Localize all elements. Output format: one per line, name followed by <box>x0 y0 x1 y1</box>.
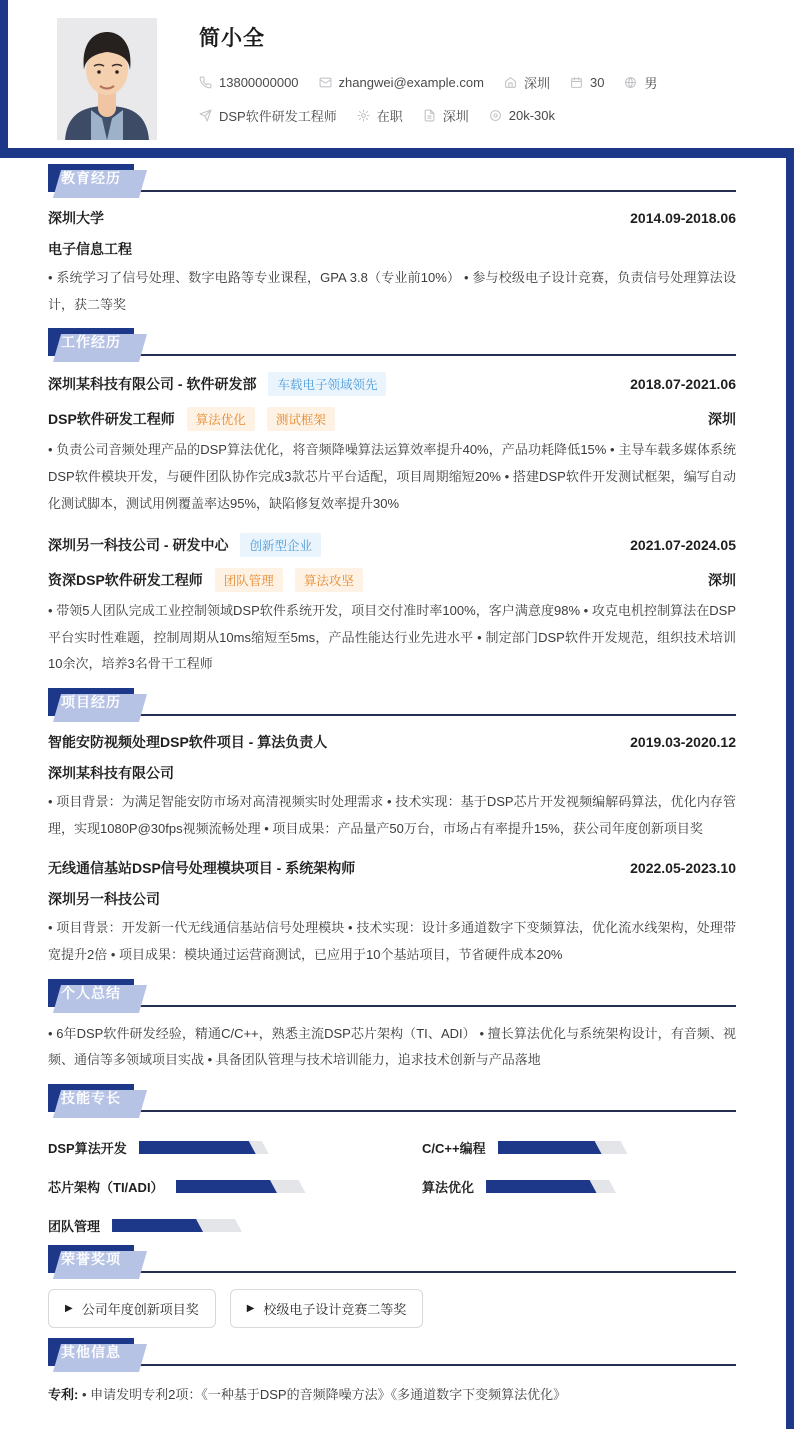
skill-item <box>48 1216 362 1235</box>
contact-email-text: zhangwei@example.com <box>338 75 484 90</box>
role-tag: 算法优化 <box>187 407 255 431</box>
project-entry <box>48 858 736 968</box>
resume-header <box>0 0 794 148</box>
education-date: 2014.09-2018.06 <box>630 210 736 226</box>
skills-grid <box>48 1118 736 1235</box>
education-entry <box>48 208 736 228</box>
role-tag: 算法攻坚 <box>295 568 363 592</box>
project-name: 无线通信基站DSP信号处理模块项目 - 系统架构师 <box>48 860 356 877</box>
patent-text: • 申请发明专利2项：《一种基于DSP的音频降噪方法》《多通道数字下变频算法优化》 <box>81 1386 567 1402</box>
section-header-education <box>48 168 736 192</box>
work-location: 深圳 <box>708 572 736 589</box>
project-name: 智能安防视频处理DSP软件项目 - 算法负责人 <box>48 734 328 751</box>
project-desc: • 项目背景：为满足智能安防市场对高清视频实时处理需求 • 技术实现：基于DSP芯片开发视频编解码算法，优化内存管理，实现1080P@30fps视频流畅处理 • 项目成果：产品量产50万台，市场占有率提升15%，获公司年度创新项目奖 <box>48 794 736 836</box>
resume-body <box>0 148 794 1429</box>
work-desc: • 负责公司音频处理产品的DSP算法优化，将音频降噪算法运算效率提升40%，产品功耗降低15% • 主导车载多媒体系统DSP软件模块开发，与硬件团队协作完成3款芯片平台适配，项目周期缩短20% • 搭建DSP软件开发测试框架，编写自动化测试脚本，测试用例覆盖率达95%，缺陷修复效率提升30% <box>48 442 736 511</box>
contact-gender-text: 男 <box>644 76 658 91</box>
mail-icon <box>319 76 332 89</box>
skill-bar <box>176 1180 306 1193</box>
globe-icon <box>624 76 637 89</box>
section-title-skills: 技能专长 <box>48 1084 134 1112</box>
honor-label: 校级电子设计竞赛二等奖 <box>263 1301 407 1317</box>
patent-label: 专利: <box>48 1386 79 1402</box>
company-tag: 创新型企业 <box>240 533 321 557</box>
honor-label: 公司年度创新项目奖 <box>81 1301 199 1317</box>
contact-row-2 <box>199 106 677 125</box>
section-header-skills <box>48 1088 736 1112</box>
job-title: DSP软件研发工程师 <box>48 411 175 428</box>
summary-desc: • 6年DSP软件研发经验，精通C/C++，熟悉主流DSP芯片架构（TI、ADI） • 擅长算法优化与系统架构设计，有音频、视频、通信等多领域项目实战 • 具备团队管理与技术培训能力，追求技术创新与产品落地 <box>48 1025 736 1068</box>
section-title-work: 工作经历 <box>48 328 134 356</box>
job-status <box>357 106 403 125</box>
skill-item <box>422 1138 736 1157</box>
skill-label: 芯片架构（TI/ADI） <box>48 1179 164 1195</box>
contact-age <box>570 75 604 90</box>
contact-gender <box>624 73 657 92</box>
gear-icon <box>357 109 370 122</box>
calendar-icon <box>570 76 583 89</box>
contact-email <box>319 75 484 90</box>
header-info <box>199 18 677 148</box>
skill-bar <box>498 1141 628 1154</box>
job-title: 资深DSP软件研发工程师 <box>48 572 203 589</box>
contact-city <box>504 73 550 92</box>
play-icon: ▶ <box>65 1302 73 1314</box>
work-desc: • 带领5人团队完成工业控制领域DSP软件系统开发，项目交付准时率100%，客户满意度98% • 攻克电机控制算法在DSP平台实时性难题，控制周期从10ms缩短至5ms，产品性能达行业先进水平 • 制定部门DSP软件开发规范，组织技术培训10余次，培养3名骨干工程师 <box>48 603 736 672</box>
honor-badge[interactable] <box>48 1289 216 1328</box>
project-company: 深圳某科技有限公司 <box>48 765 174 782</box>
role-tag: 团队管理 <box>215 568 283 592</box>
section-title-projects: 项目经历 <box>48 688 134 716</box>
project-company: 深圳另一科技公司 <box>48 891 160 908</box>
send-icon <box>199 109 212 122</box>
home-icon <box>504 76 517 89</box>
contact-phone <box>199 75 299 90</box>
skill-bar <box>112 1219 242 1232</box>
play-icon: ▶ <box>246 1302 255 1314</box>
project-date: 2019.03-2020.12 <box>630 734 736 751</box>
work-entry <box>48 533 736 678</box>
company-tag: 车载电子领域领先 <box>268 372 386 396</box>
contact-phone-text: 13800000000 <box>219 75 299 90</box>
company-name: 深圳另一科技公司 - 研发中心 <box>48 537 229 554</box>
role-tag: 测试框架 <box>267 407 335 431</box>
contact-age-text: 30 <box>589 75 605 90</box>
major-name: 电子信息工程 <box>48 241 132 257</box>
target-position <box>199 106 337 125</box>
section-title-honors: 荣誉奖项 <box>48 1245 134 1273</box>
skill-label: 团队管理 <box>48 1218 101 1234</box>
contact-city-text: 深圳 <box>523 76 550 91</box>
profile-photo-illustration <box>57 18 157 140</box>
expected-salary <box>489 108 555 123</box>
target-position-text: DSP软件研发工程师 <box>219 109 337 124</box>
project-desc: • 项目背景：开发新一代无线通信基站信号处理模块 • 技术实现：设计多通道数字下变频算法，优化流水线架构，处理带宽提升2倍 • 项目成果：模块通过运营商测试，已应用于10个基站项目，节省硬件成本20% <box>48 920 736 963</box>
section-title-summary: 个人总结 <box>48 979 134 1007</box>
work-city <box>423 106 469 125</box>
project-entry <box>48 732 736 842</box>
section-header-other <box>48 1342 736 1366</box>
top-accent-band <box>0 148 794 158</box>
phone-icon <box>199 76 212 89</box>
work-date: 2018.07-2021.06 <box>630 376 736 393</box>
skill-label: DSP算法开发 <box>48 1140 127 1156</box>
section-title-education: 教育经历 <box>48 164 134 192</box>
work-entry <box>48 372 736 517</box>
file-icon <box>423 109 436 122</box>
skill-item <box>422 1177 736 1196</box>
education-major-row <box>48 239 736 259</box>
patent-line <box>48 1384 736 1403</box>
skill-bar <box>139 1141 269 1154</box>
work-date: 2021.07-2024.05 <box>630 537 736 554</box>
skill-label: C/C++编程 <box>422 1140 486 1156</box>
left-accent-bar <box>0 0 8 158</box>
profile-photo <box>57 18 157 140</box>
contact-row-1 <box>199 73 677 92</box>
company-name: 深圳某科技有限公司 - 软件研发部 <box>48 376 257 393</box>
work-city-text: 深圳 <box>442 109 469 124</box>
project-date: 2022.05-2023.10 <box>630 860 736 877</box>
job-status-text: 在职 <box>376 109 403 124</box>
expected-salary-text: 20k-30k <box>508 108 556 123</box>
work-location: 深圳 <box>708 411 736 428</box>
section-header-work <box>48 332 736 356</box>
section-header-honors <box>48 1249 736 1273</box>
skill-item <box>48 1177 362 1196</box>
skill-item <box>48 1138 362 1157</box>
section-header-summary <box>48 983 736 1007</box>
section-header-projects <box>48 692 736 716</box>
school-name: 深圳大学 <box>48 210 104 226</box>
education-desc: • 系统学习了信号处理、数字电路等专业课程，GPA 3.8（专业前10%） • 参与校级电子设计竞赛，负责信号处理算法设计，获二等奖 <box>48 270 736 312</box>
target-icon <box>489 109 502 122</box>
honor-badge[interactable] <box>230 1289 424 1328</box>
right-accent-bar <box>786 148 794 1429</box>
candidate-name: 简小全 <box>199 27 265 50</box>
section-title-other: 其他信息 <box>48 1338 134 1366</box>
honors-list <box>48 1289 736 1328</box>
skill-bar <box>486 1180 616 1193</box>
skill-label: 算法优化 <box>422 1179 475 1195</box>
